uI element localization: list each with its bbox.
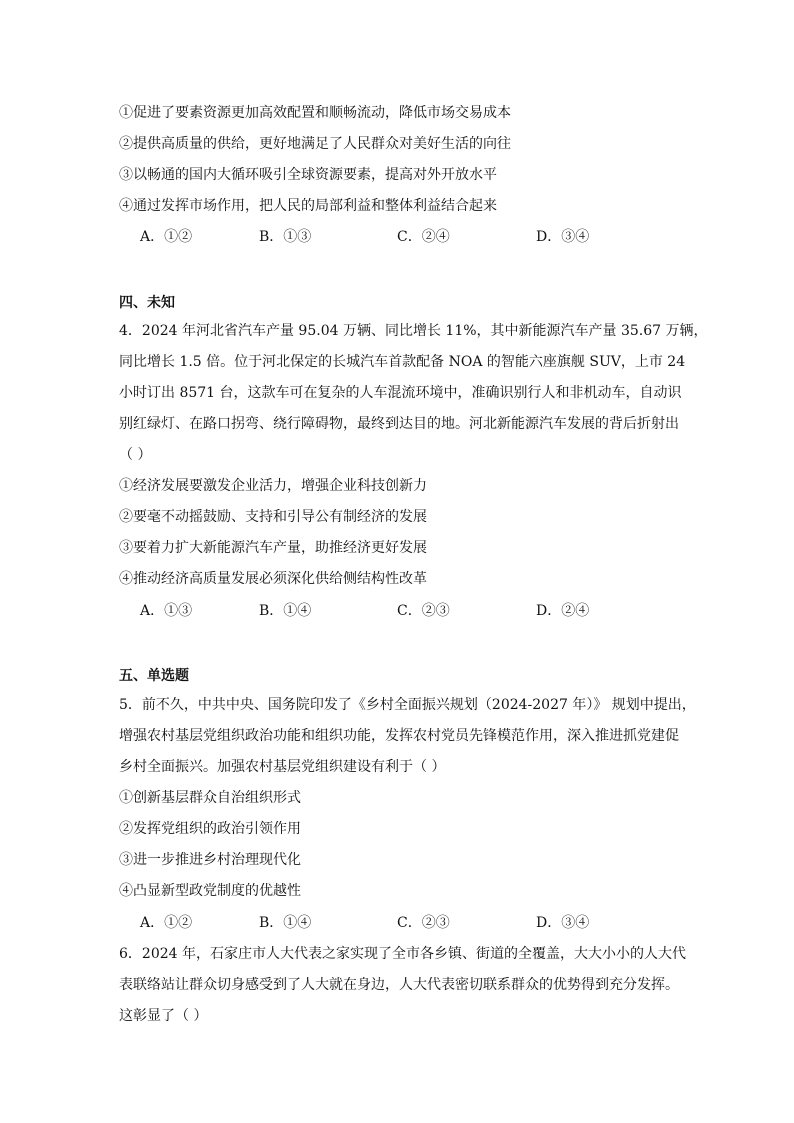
q6-text-line-3: 这彰显了（ ） [119, 1008, 208, 1024]
q6-text-line-1: 6．2024 年，石家庄市人大代表之家实现了全市各乡镇、街道的全覆盖，大大小小的人大代 [119, 946, 686, 962]
q6-text-line-2: 表联络站让群众切身感受到了人大就在身边，人大代表密切联系群众的优势得到充分发挥。 [119, 977, 679, 993]
q4-statement-1: ①经济发展要激发企业活力，增强企业科技创新力 [119, 478, 427, 494]
q3-option-d: D．③④ [536, 229, 590, 245]
q3-statement-4: ④通过发挥市场作用，把人民的局部利益和整体利益结合起来 [119, 198, 497, 214]
q5-option-b: B．①④ [259, 915, 312, 931]
q4-option-a: A．①③ [140, 603, 193, 619]
q3-option-c: C．②④ [397, 229, 450, 245]
q4-option-c: C．②③ [397, 603, 450, 619]
q3-option-b: B．①③ [259, 229, 312, 245]
q5-statement-3: ③进一步推进乡村治理现代化 [119, 852, 301, 868]
section-5-heading: 五、单选题 [119, 668, 189, 684]
q3-statement-3: ③以畅通的国内大循环吸引全球资源要素，提高对外开放水平 [119, 167, 497, 183]
q5-option-a: A．①② [140, 915, 193, 931]
q4-option-d: D．②④ [536, 603, 590, 619]
q5-text-line-3: 乡村全面振兴。加强农村基层党组织建设有利于（ ） [119, 759, 446, 775]
q4-text-line-4: 别红绿灯、在路口拐弯、绕行障碍物，最终到达目的地。河北新能源汽车发展的背后折射出 [119, 416, 679, 432]
q4-text-line-3: 小时订出 8571 台，这款车可在复杂的人车混流环境中，准确识别行人和非机动车，自动识 [119, 385, 682, 401]
section-4-heading: 四、未知 [119, 295, 175, 311]
q5-text-line-2: 增强农村基层党组织政治功能和组织功能，发挥农村党员先锋模范作用，深入推进抓党建促 [119, 728, 679, 744]
q4-text-line-1: 4．2024 年河北省汽车产量 95.04 万辆、同比增长 11%，其中新能源汽车产量 35.67 万辆， [119, 323, 708, 339]
q5-text-line-1: 5．前不久，中共中央、国务院印发了《乡村全面振兴规划（2024-2027 年）》 规划中提出， [119, 697, 696, 713]
q4-statement-2: ②要毫不动摇鼓励、支持和引导公有制经济的发展 [119, 509, 427, 525]
q3-statement-2: ②提供高质量的供给，更好地满足了人民群众对美好生活的向往 [119, 136, 511, 152]
q5-statement-1: ①创新基层群众自治组织形式 [119, 790, 301, 806]
q4-text-line-2: 同比增长 1.5 倍。位于河北保定的长城汽车首款配备 NOA 的智能六座旗舰 SUV，上市 24 [119, 354, 686, 370]
q3-statement-1: ①促进了要素资源更加高效配置和顺畅流动，降低市场交易成本 [119, 105, 511, 121]
q5-statement-4: ④凸显新型政党制度的优越性 [119, 883, 301, 899]
q3-option-a: A．①② [140, 229, 193, 245]
q5-statement-2: ②发挥党组织的政治引领作用 [119, 821, 301, 837]
q5-option-d: D．③④ [536, 915, 590, 931]
q4-text-line-5: （ ） [119, 447, 152, 463]
q4-option-b: B．①④ [259, 603, 312, 619]
q4-statement-3: ③要着力扩大新能源汽车产量，助推经济更好发展 [119, 540, 427, 556]
q5-option-c: C．②③ [397, 915, 450, 931]
q4-statement-4: ④推动经济高质量发展必须深化供给侧结构性改革 [119, 571, 427, 587]
